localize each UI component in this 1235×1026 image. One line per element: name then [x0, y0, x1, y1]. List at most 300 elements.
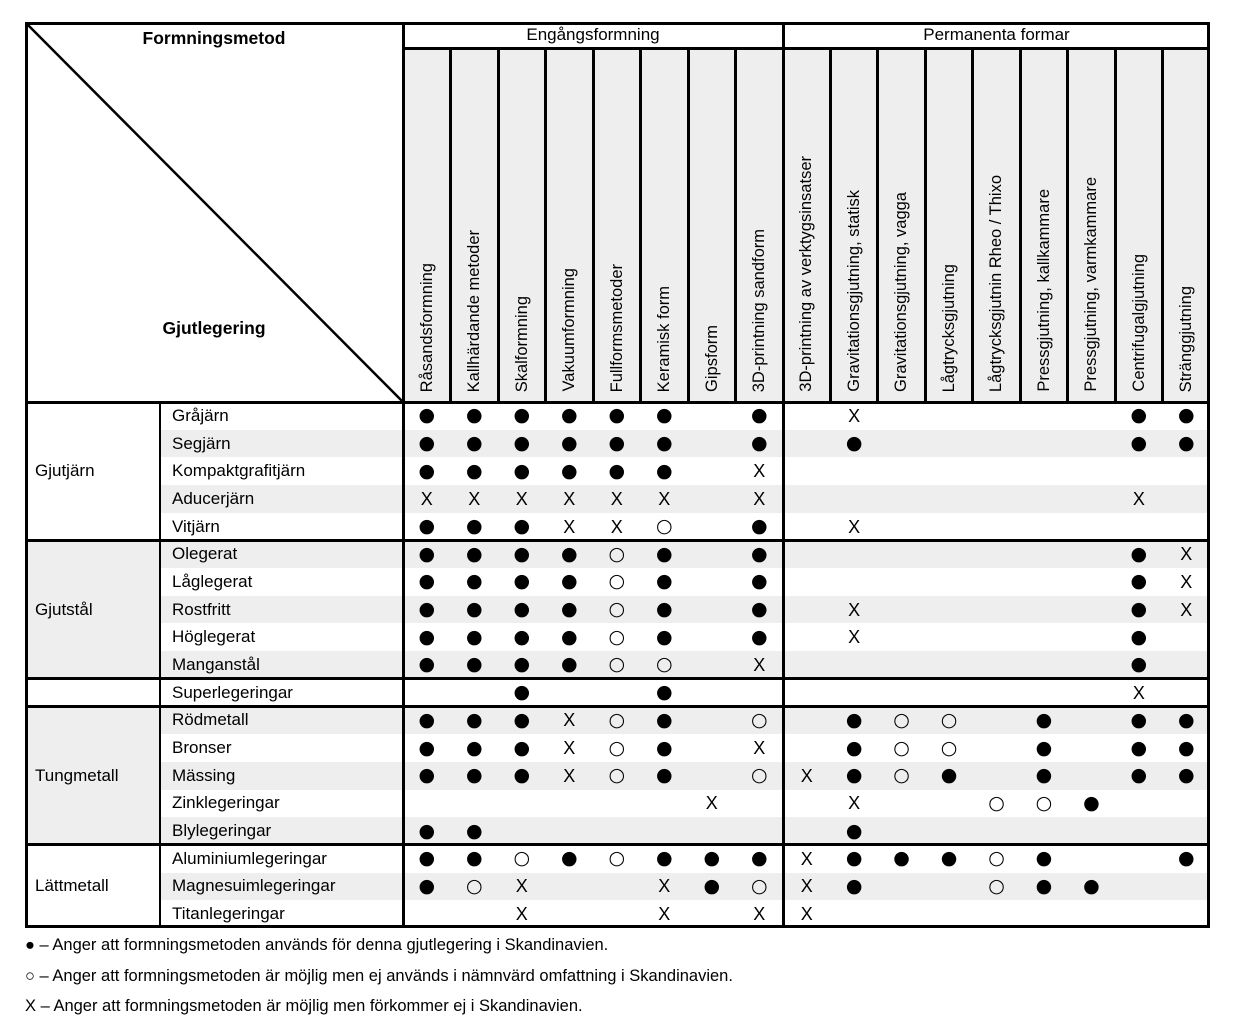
- usage-symbol: ●: [608, 404, 626, 427]
- matrix-cell: [736, 596, 784, 624]
- alloy-row-label: Manganstål: [172, 654, 260, 674]
- matrix-cell: [973, 402, 1020, 430]
- usage-symbol: ●: [560, 542, 578, 565]
- matrix-cell: [641, 430, 689, 458]
- matrix-cell: [878, 873, 925, 901]
- matrix-cell: [1163, 540, 1210, 568]
- matrix-cell: [1068, 457, 1115, 485]
- matrix-cell: [1163, 679, 1210, 707]
- matrix-cell: [1020, 873, 1067, 901]
- usage-symbol: ●: [1130, 570, 1148, 593]
- matrix-cell: [546, 402, 594, 430]
- matrix-cell: [1020, 430, 1067, 458]
- matrix-cell: [925, 568, 972, 596]
- usage-symbol: X: [420, 488, 433, 509]
- usage-symbol: ●: [655, 542, 673, 565]
- matrix-cell: [498, 457, 546, 485]
- matrix-cell: [593, 679, 641, 707]
- usage-symbol: ●: [560, 598, 578, 621]
- usage-symbol: ●: [1035, 736, 1053, 759]
- matrix-cell: [1163, 568, 1210, 596]
- usage-symbol: ●: [513, 432, 531, 454]
- matrix-cell: [403, 540, 451, 568]
- matrix-cell: [925, 402, 972, 430]
- table-border: [829, 48, 832, 402]
- column-header-label: Fullformsmetoder: [607, 263, 626, 392]
- usage-symbol: ●: [1130, 653, 1148, 676]
- matrix-cell: [451, 540, 499, 568]
- matrix-cell: [973, 430, 1020, 458]
- matrix-cell: [451, 762, 499, 790]
- matrix-cell: [641, 734, 689, 762]
- matrix-cell: [688, 430, 736, 458]
- matrix-cell: [546, 873, 594, 901]
- usage-symbol: ●: [418, 598, 436, 621]
- matrix-cell: [1163, 485, 1210, 513]
- column-header: [783, 48, 830, 402]
- matrix-cell: [925, 679, 972, 707]
- matrix-cell: [1020, 651, 1067, 679]
- usage-symbol: X: [800, 876, 813, 897]
- matrix-cell: [641, 707, 689, 735]
- usage-symbol: ●: [418, 570, 436, 593]
- matrix-cell: [688, 734, 736, 762]
- matrix-cell: [1163, 707, 1210, 735]
- usage-symbol: ●: [418, 653, 436, 676]
- usage-symbol: ●: [1177, 736, 1195, 759]
- matrix-cell: [973, 817, 1020, 845]
- usage-symbol: ●: [560, 404, 578, 427]
- column-header: [593, 48, 641, 402]
- matrix-cell: [1020, 762, 1067, 790]
- matrix-cell: [783, 734, 830, 762]
- usage-symbol: ●: [513, 570, 531, 593]
- alloy-row-label: Bronser: [172, 738, 232, 758]
- matrix-cell: [1020, 513, 1067, 541]
- table-border: [25, 677, 1210, 680]
- matrix-cell: [1163, 596, 1210, 624]
- usage-symbol: ●: [845, 874, 863, 897]
- usage-symbol: ●: [750, 598, 768, 621]
- matrix-cell: [498, 540, 546, 568]
- usage-symbol: ●: [1035, 847, 1053, 870]
- matrix-cell: [641, 596, 689, 624]
- usage-symbol: ●: [750, 404, 768, 427]
- matrix-cell: [451, 430, 499, 458]
- column-group-header: Permanenta formar: [783, 22, 1210, 48]
- column-header: [878, 48, 925, 402]
- matrix-cell: [1068, 707, 1115, 735]
- column-header-label: Lågtrycksgjutning: [939, 263, 958, 392]
- usage-symbol: ●: [1035, 874, 1053, 897]
- row-group-label: Gjutstål: [25, 540, 160, 678]
- matrix-cell: [498, 402, 546, 430]
- usage-symbol: ○: [655, 653, 673, 676]
- matrix-cell: [830, 707, 877, 735]
- usage-symbol: ○: [940, 708, 958, 731]
- usage-symbol: ●: [750, 515, 768, 538]
- matrix-cell: [783, 540, 830, 568]
- matrix-cell: [973, 485, 1020, 513]
- column-header: [498, 48, 546, 402]
- column-header: [1163, 48, 1210, 402]
- table-border: [1207, 22, 1210, 928]
- matrix-cell: [403, 873, 451, 901]
- matrix-cell: [546, 457, 594, 485]
- matrix-cell: [593, 900, 641, 928]
- column-header-label: Gravitationsgjutning, statisk: [844, 190, 863, 392]
- usage-symbol: X: [658, 904, 671, 925]
- matrix-cell: [878, 430, 925, 458]
- usage-symbol: ●: [1083, 874, 1100, 897]
- matrix-cell: [830, 430, 877, 458]
- usage-symbol: ●: [560, 570, 578, 593]
- matrix-cell: [1163, 873, 1210, 901]
- matrix-cell: [593, 402, 641, 430]
- alloy-row-label: Aluminiumlegeringar: [172, 848, 327, 868]
- matrix-cell: [973, 900, 1020, 928]
- usage-symbol: ●: [608, 432, 626, 454]
- matrix-cell: [1068, 568, 1115, 596]
- matrix-cell: [736, 568, 784, 596]
- alloy-row-label: Rostfritt: [172, 599, 231, 619]
- matrix-cell: [783, 790, 830, 818]
- matrix-cell: [1020, 900, 1067, 928]
- usage-symbol: ●: [1035, 764, 1053, 787]
- matrix-cell: [736, 845, 784, 873]
- matrix-cell: [641, 402, 689, 430]
- table-border: [1161, 48, 1164, 402]
- matrix-cell: [1115, 485, 1162, 513]
- alloy-row-label: Zinklegeringar: [172, 793, 280, 813]
- matrix-cell: [498, 762, 546, 790]
- matrix-cell: [688, 457, 736, 485]
- matrix-cell: [1115, 623, 1162, 651]
- matrix-cell: [736, 651, 784, 679]
- matrix-cell: [688, 485, 736, 513]
- matrix-cell: [1068, 430, 1115, 458]
- matrix-cell: [1020, 790, 1067, 818]
- matrix-cell: [593, 762, 641, 790]
- matrix-cell: [1068, 513, 1115, 541]
- usage-symbol: X: [753, 654, 766, 675]
- usage-symbol: ●: [655, 598, 673, 621]
- matrix-cell: [1115, 817, 1162, 845]
- matrix-cell: [736, 873, 784, 901]
- matrix-cell: [593, 817, 641, 845]
- usage-symbol: ●: [560, 625, 578, 648]
- matrix-cell: [830, 679, 877, 707]
- matrix-cell: [1163, 734, 1210, 762]
- usage-symbol: ●: [513, 736, 531, 759]
- matrix-cell: [451, 651, 499, 679]
- matrix-cell: [736, 540, 784, 568]
- usage-symbol: ●: [750, 542, 768, 565]
- table-border: [25, 22, 1210, 25]
- matrix-cell: [593, 707, 641, 735]
- usage-symbol: ●: [513, 459, 531, 482]
- column-header-label: Gravitationsgjutning, vagga: [892, 192, 911, 392]
- usage-symbol: X: [800, 765, 813, 786]
- matrix-cell: [925, 734, 972, 762]
- matrix-cell: [593, 651, 641, 679]
- usage-symbol: ○: [750, 764, 768, 787]
- matrix-cell: [783, 623, 830, 651]
- alloy-row-label: Olegerat: [172, 544, 238, 564]
- column-header: [688, 48, 736, 402]
- matrix-cell: [641, 651, 689, 679]
- matrix-cell: [925, 596, 972, 624]
- matrix-cell: [925, 790, 972, 818]
- matrix-cell: [1163, 900, 1210, 928]
- matrix-cell: [546, 568, 594, 596]
- usage-symbol: ●: [1130, 736, 1148, 759]
- matrix-cell: [878, 485, 925, 513]
- matrix-cell: [973, 873, 1020, 901]
- usage-symbol: X: [848, 516, 861, 537]
- matrix-cell: [1068, 845, 1115, 873]
- matrix-cell: [641, 679, 689, 707]
- column-header-label: Skalformning: [512, 295, 531, 392]
- matrix-cell: [1115, 513, 1162, 541]
- matrix-cell: [1068, 651, 1115, 679]
- matrix-cell: [688, 873, 736, 901]
- usage-symbol: ●: [1130, 764, 1148, 787]
- matrix-cell: [736, 762, 784, 790]
- matrix-cell: [1163, 651, 1210, 679]
- usage-symbol: ●: [1130, 432, 1148, 454]
- usage-symbol: X: [610, 516, 623, 537]
- table-border: [25, 401, 1210, 404]
- table-border: [1066, 48, 1069, 402]
- matrix-cell: [451, 845, 499, 873]
- table-border: [403, 47, 1210, 50]
- usage-symbol: ●: [845, 736, 863, 759]
- usage-symbol: ●: [560, 459, 578, 482]
- usage-symbol: ○: [893, 708, 910, 731]
- matrix-cell: [546, 734, 594, 762]
- usage-symbol: ●: [893, 847, 910, 870]
- usage-symbol: ●: [1177, 708, 1195, 731]
- table-border: [924, 48, 927, 402]
- corner-cell: [25, 22, 403, 402]
- matrix-cell: [830, 762, 877, 790]
- matrix-cell: [546, 596, 594, 624]
- usage-symbol: ●: [465, 404, 483, 427]
- matrix-cell: [1068, 817, 1115, 845]
- usage-symbol: ●: [1177, 404, 1195, 427]
- matrix-cell: [403, 679, 451, 707]
- usage-symbol: X: [848, 405, 861, 426]
- usage-symbol: ○: [608, 598, 626, 621]
- matrix-cell: [1115, 596, 1162, 624]
- usage-symbol: ●: [703, 847, 721, 870]
- matrix-cell: [451, 679, 499, 707]
- matrix-cell: [641, 540, 689, 568]
- matrix-cell: [451, 457, 499, 485]
- usage-symbol: ●: [513, 653, 531, 676]
- matrix-cell: [783, 651, 830, 679]
- matrix-cell: [925, 430, 972, 458]
- matrix-cell: [688, 623, 736, 651]
- matrix-cell: [1163, 457, 1210, 485]
- matrix-cell: [403, 707, 451, 735]
- matrix-cell: [688, 540, 736, 568]
- matrix-cell: [403, 900, 451, 928]
- usage-symbol: ●: [703, 874, 721, 897]
- usage-symbol: ●: [465, 432, 483, 454]
- matrix-cell: [878, 679, 925, 707]
- forming-methods-matrix: [25, 22, 1210, 928]
- matrix-cell: [736, 790, 784, 818]
- alloy-row-label: Rödmetall: [172, 710, 249, 730]
- matrix-cell: [830, 845, 877, 873]
- matrix-cell: [498, 707, 546, 735]
- usage-symbol: ●: [513, 542, 531, 565]
- matrix-cell: [878, 845, 925, 873]
- matrix-cell: [878, 707, 925, 735]
- column-header: [451, 48, 499, 402]
- matrix-cell: [783, 513, 830, 541]
- usage-symbol: ●: [940, 764, 958, 787]
- alloy-row-label: Magnesuimlegeringar: [172, 876, 336, 896]
- column-header: [1020, 48, 1067, 402]
- matrix-cell: [498, 513, 546, 541]
- usage-symbol: ○: [988, 847, 1005, 870]
- usage-symbol: ●: [418, 459, 436, 482]
- usage-symbol: ●: [655, 570, 673, 593]
- column-header-label: 3D-printning sandform: [750, 228, 768, 392]
- usage-symbol: ●: [655, 736, 673, 759]
- matrix-cell: [498, 430, 546, 458]
- matrix-cell: [973, 679, 1020, 707]
- matrix-cell: [830, 485, 877, 513]
- matrix-cell: [878, 402, 925, 430]
- usage-symbol: ●: [560, 847, 578, 870]
- usage-symbol: X: [515, 488, 528, 509]
- usage-symbol: ●: [655, 764, 673, 787]
- matrix-cell: [973, 623, 1020, 651]
- diagonal-line: [25, 22, 403, 402]
- column-header-label: 3D-printning av verktygsinsatser: [797, 156, 816, 392]
- table-border: [25, 705, 1210, 708]
- matrix-cell: [546, 900, 594, 928]
- matrix-cell: [403, 762, 451, 790]
- matrix-cell: [878, 900, 925, 928]
- matrix-cell: [451, 513, 499, 541]
- column-header-label: Stränggjutning: [1177, 285, 1196, 392]
- matrix-cell: [1020, 817, 1067, 845]
- matrix-cell: [1115, 845, 1162, 873]
- matrix-cell: [546, 651, 594, 679]
- matrix-cell: [736, 430, 784, 458]
- matrix-cell: [593, 430, 641, 458]
- usage-symbol: ●: [750, 432, 768, 454]
- usage-symbol: ●: [655, 708, 673, 731]
- matrix-cell: [403, 430, 451, 458]
- matrix-cell: [878, 651, 925, 679]
- matrix-cell: [925, 817, 972, 845]
- matrix-cell: [783, 457, 830, 485]
- usage-symbol: ●: [465, 708, 483, 731]
- column-header-label: Keramisk form: [655, 285, 673, 392]
- matrix-cell: [830, 900, 877, 928]
- matrix-cell: [783, 679, 830, 707]
- matrix-cell: [925, 623, 972, 651]
- column-header: [736, 48, 784, 402]
- matrix-cell: [546, 762, 594, 790]
- matrix-cell: [1115, 762, 1162, 790]
- matrix-cell: [641, 485, 689, 513]
- matrix-cell: [830, 817, 877, 845]
- matrix-cell: [736, 707, 784, 735]
- matrix-cell: [878, 540, 925, 568]
- matrix-cell: [1115, 540, 1162, 568]
- matrix-cell: [1020, 679, 1067, 707]
- matrix-cell: [1020, 485, 1067, 513]
- alloy-row-label: Segjärn: [172, 433, 231, 453]
- matrix-cell: [973, 540, 1020, 568]
- usage-symbol: X: [800, 904, 813, 925]
- row-group-label: [25, 679, 160, 707]
- matrix-cell: [1068, 873, 1115, 901]
- table-border: [544, 48, 547, 402]
- matrix-cell: [973, 734, 1020, 762]
- usage-symbol: ●: [418, 625, 436, 648]
- matrix-cell: [1020, 596, 1067, 624]
- column-header-label: Lågtrycksgjutnin Rheo / Thixo: [987, 174, 1006, 392]
- usage-symbol: ●: [655, 847, 673, 870]
- usage-symbol: ●: [1130, 542, 1148, 565]
- matrix-cell: [783, 707, 830, 735]
- usage-symbol: X: [1132, 488, 1145, 509]
- matrix-cell: [1068, 402, 1115, 430]
- matrix-cell: [1115, 734, 1162, 762]
- usage-symbol: ●: [465, 515, 483, 538]
- matrix-cell: [403, 457, 451, 485]
- usage-symbol: ●: [1177, 847, 1195, 870]
- matrix-cell: [783, 817, 830, 845]
- usage-symbol: ○: [465, 874, 483, 897]
- usage-symbol: ○: [608, 653, 626, 676]
- matrix-cell: [593, 457, 641, 485]
- matrix-cell: [783, 873, 830, 901]
- matrix-cell: [688, 513, 736, 541]
- usage-symbol: ●: [418, 736, 436, 759]
- matrix-cell: [546, 679, 594, 707]
- matrix-cell: [1115, 402, 1162, 430]
- usage-symbol: ●: [418, 542, 436, 565]
- usage-symbol: X: [1180, 571, 1193, 592]
- column-header-label: Gipsform: [702, 325, 721, 392]
- usage-symbol: ●: [418, 764, 436, 787]
- usage-symbol: ●: [750, 625, 768, 648]
- usage-symbol: ○: [608, 625, 626, 648]
- matrix-cell: [1115, 651, 1162, 679]
- usage-symbol: X: [515, 904, 528, 925]
- matrix-cell: [783, 762, 830, 790]
- matrix-cell: [546, 540, 594, 568]
- matrix-cell: [736, 817, 784, 845]
- table-border: [25, 843, 1210, 846]
- usage-symbol: ●: [1130, 625, 1148, 648]
- matrix-cell: [451, 900, 499, 928]
- legend-line: ● – Anger att formningsmetoden används för denna gjutlegering i Skandinavien.: [25, 936, 609, 954]
- matrix-cell: [925, 845, 972, 873]
- legend: [25, 934, 733, 1026]
- matrix-cell: [736, 734, 784, 762]
- row-group-label: Tungmetall: [25, 707, 160, 845]
